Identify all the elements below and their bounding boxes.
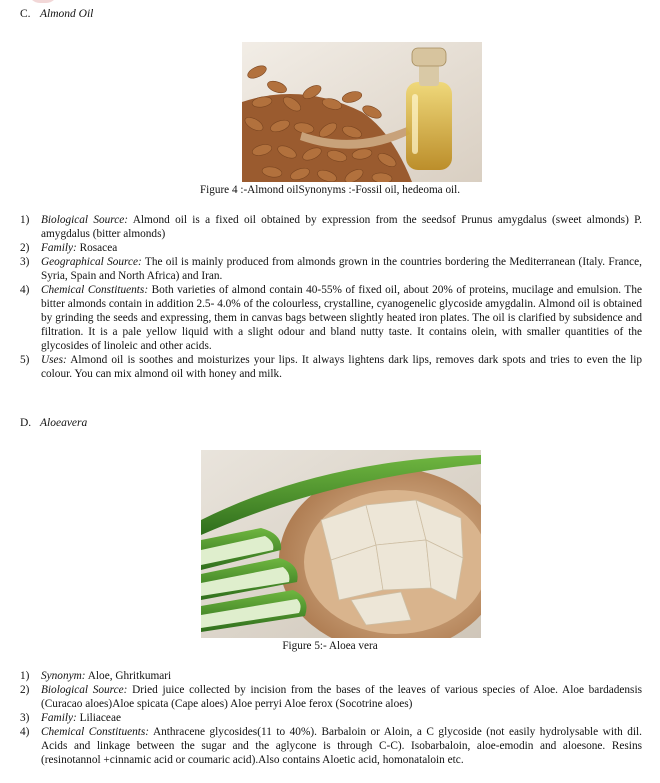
- item-term: Family:: [41, 712, 77, 724]
- section-c-title: Almond Oil: [40, 8, 94, 20]
- list-item: [20, 711, 642, 725]
- item-number: 3): [20, 712, 30, 724]
- item-text: Rosacea: [76, 242, 118, 254]
- item-term: Chemical Constituents:: [41, 284, 149, 296]
- list-item: [20, 213, 642, 241]
- item-number: 1): [20, 670, 30, 682]
- item-text: Both varieties of almond contain 40-55% of fixed oil, about 20% of proteins, mucilage and emulsion. The bitter almonds contain in addition 2.5- 4.0% of the colourless, crystalline, cyanogenelic glycoside amygdalin. Almond oil is obtained by grinding the seeds and expressing, them in canvas bags between slightly heated iron plates. The oil is clarified by subsidence and filtration. It is a pale yellow liquid with a slight odour and bland nutty taste. It contains olein, with smaller quantities of the glycosides of linoleic and other acids.: [41, 284, 642, 352]
- item-text: Almond oil is soothes and moisturizes your lips. It always lightens dark lips, removes dark spots and tries to even the lip colour. You can mix almond oil with honey and milk.: [41, 354, 642, 380]
- item-number: 4): [20, 726, 30, 738]
- item-text: Aloe, Ghritkumari: [85, 670, 172, 682]
- section-d-title: Aloeavera: [40, 417, 88, 429]
- item-number: 2): [20, 684, 30, 696]
- item-text: Dried juice collected by incision from the bases of the leaves of various species of Aloe. Aloe bardadensis (Curacao aloes)Aloe spicata (Cape aloes) Aloe perryi Aloe ferox (Socotrine aloes): [41, 684, 642, 710]
- item-term: Family:: [41, 242, 77, 254]
- section-d-list: [20, 669, 642, 767]
- aloe-vera-figure: [201, 450, 481, 638]
- item-text: Anthracene glycosides(11 to 40%). Barbaloin or Aloin, a C glycoside (not easily hydrolysable with dil. Acids and linkage between the sugar and the aglycone is through C-C). Isobarbaloin, aloe-emodin and aloesone. Resins (resinotannol +cinnamic acid or coumaric acid).Also contains Aloetic acid, homonataloin etc.: [41, 726, 643, 766]
- item-term: Geographical Source:: [41, 256, 142, 268]
- item-term: Chemical Constituents:: [41, 726, 150, 738]
- item-term: Biological Source:: [41, 214, 129, 226]
- almond-oil-caption: Figure 4 :-Almond oilSynonyms :-Fossil oil, hedeoma oil.: [199, 184, 461, 196]
- section-c-list: [20, 213, 642, 381]
- item-text: Liliaceae: [76, 712, 121, 724]
- aloe-vera-photo-icon: [201, 450, 481, 638]
- list-item: [20, 255, 642, 283]
- item-number: 1): [20, 214, 30, 226]
- item-text: The oil is mainly produced from almonds grown in the countries bordering the Mediterranean (Italy. France, Syria, Spain and North Africa) and Iran.: [41, 256, 642, 282]
- list-item: [20, 241, 642, 255]
- section-d-letter: D.: [20, 417, 32, 429]
- almond-oil-photo-icon: [242, 42, 482, 182]
- item-number: 3): [20, 256, 30, 268]
- item-term: Biological Source:: [41, 684, 128, 696]
- aloe-vera-caption: Figure 5:- Aloea vera: [282, 640, 378, 652]
- list-item: [20, 283, 642, 353]
- almond-oil-figure: [242, 42, 482, 182]
- item-number: 2): [20, 242, 30, 254]
- corner-decoration: [28, 0, 58, 3]
- item-text: Almond oil is a fixed oil obtained by expression from the seedsof Prunus amygdalus (sweet almonds) P. amygdalus (bitter almonds): [41, 214, 642, 240]
- item-term: Uses:: [41, 354, 67, 366]
- section-c-letter: C.: [20, 8, 31, 20]
- item-number: 4): [20, 284, 30, 296]
- list-item: [20, 353, 642, 381]
- item-term: Synonym:: [41, 670, 86, 682]
- list-item: [20, 683, 642, 711]
- list-item: [20, 669, 642, 683]
- list-item: [20, 725, 642, 767]
- section-c-heading: [20, 7, 93, 21]
- section-d-heading: [20, 416, 87, 430]
- item-number: 5): [20, 354, 30, 366]
